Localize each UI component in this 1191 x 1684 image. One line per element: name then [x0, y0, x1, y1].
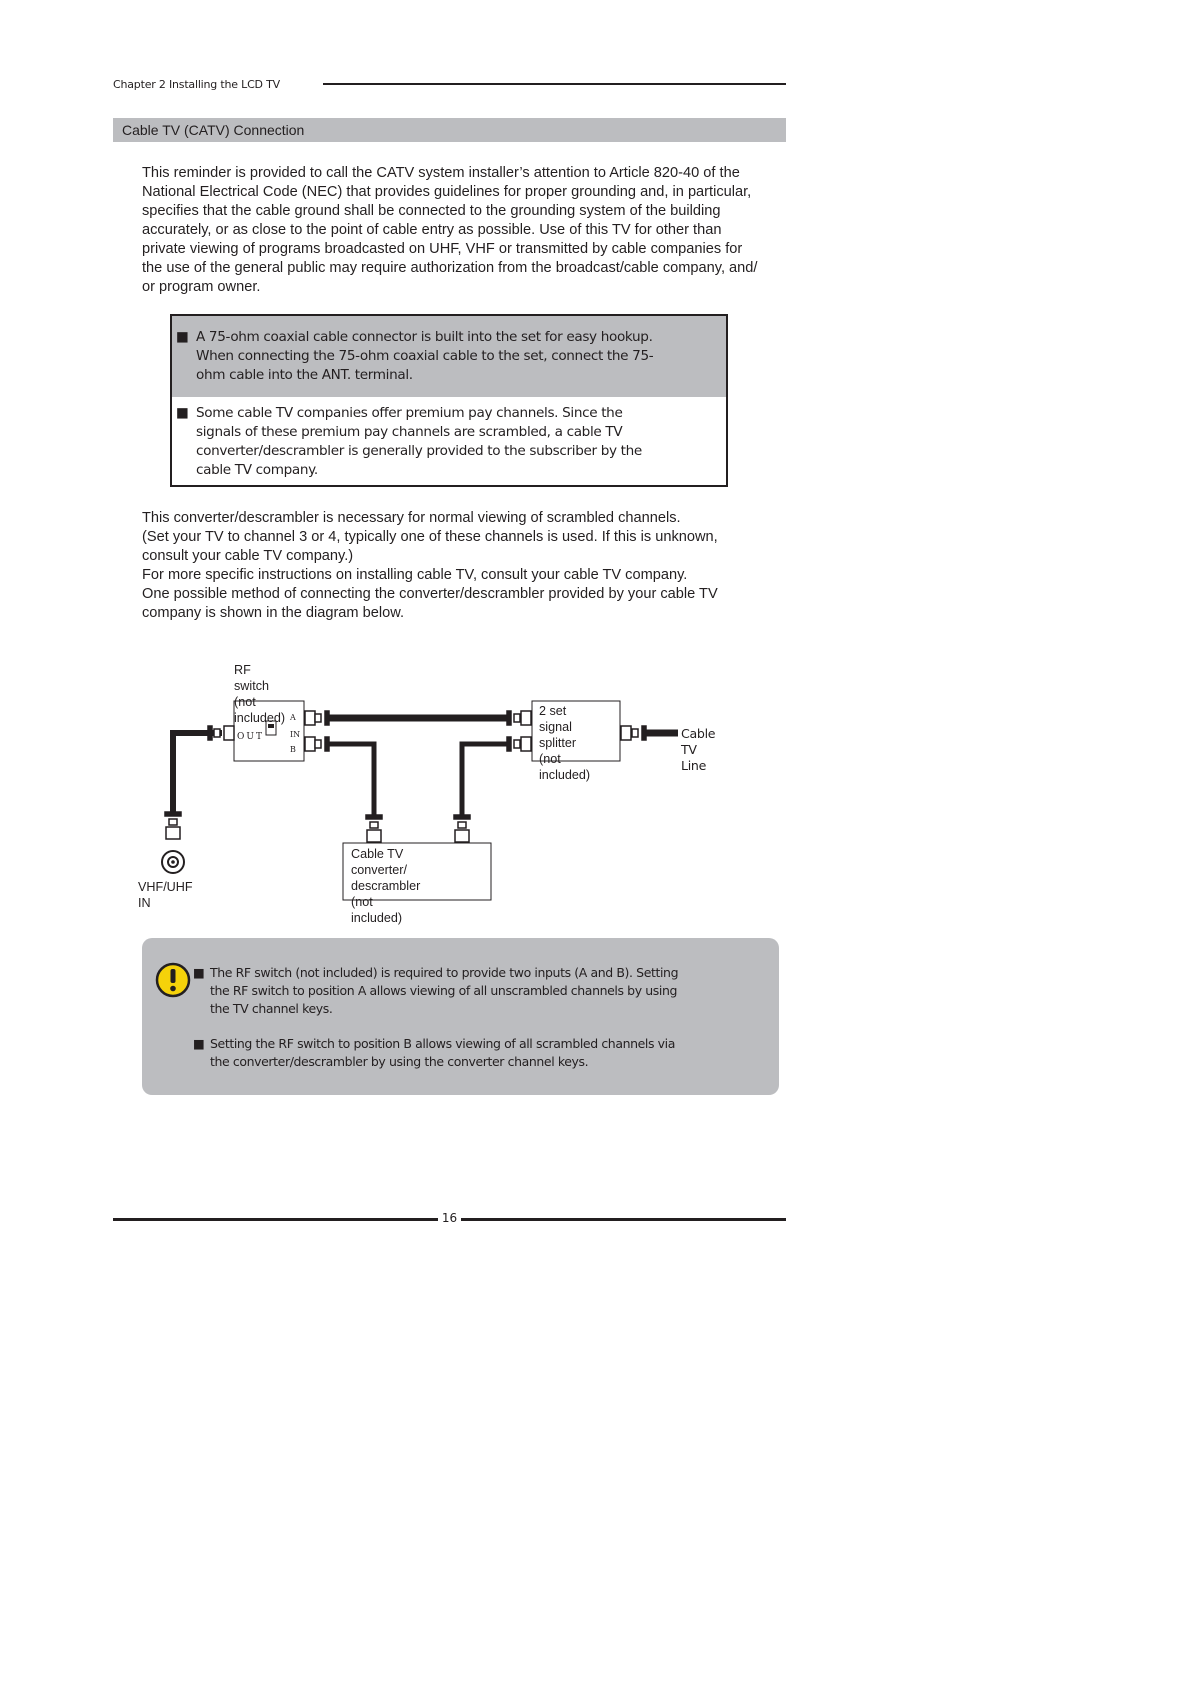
cable-out-to-tv: [173, 733, 222, 812]
port-out-label: OUT: [237, 732, 264, 742]
connector-icon: [507, 711, 511, 725]
caution-text: Setting the RF switch to position B allows viewing of all scrambled channels via the converter/descrambler by using the converter channel keys.: [210, 1036, 675, 1069]
rf-switch-label: RF switch (not included): [234, 663, 286, 725]
intro-line: the use of the general public may require authorization from the broadcast/cable company, and/: [142, 260, 758, 276]
body-line: This converter/descrambler is necessary for normal viewing of scrambled channels.: [142, 510, 681, 526]
port-b-label: B: [290, 745, 296, 754]
vhf-uhf-label: VHF/UHF IN: [138, 880, 193, 910]
connector-icon: [305, 737, 315, 751]
vhf-jack-pin-icon: [171, 860, 175, 864]
connector-icon: [454, 815, 470, 819]
intro-line: private viewing of programs broadcasted on UHF, VHF or transmitted by cable companies for: [142, 241, 743, 257]
connector-icon: [224, 726, 234, 740]
caution-box: [142, 938, 779, 1095]
chapter-heading: Chapter 2 Installing the LCD TV: [113, 78, 280, 91]
intro-line: or program owner.: [142, 279, 261, 295]
connector-icon: [621, 726, 631, 740]
connector-icon: [169, 819, 177, 825]
bullet-icon: ■: [193, 1036, 205, 1051]
cable-splitter-to-converter: [462, 744, 510, 815]
connector-icon: [642, 726, 646, 740]
converter-label: Cable TV converter/ descrambler (not included): [351, 847, 421, 925]
connector-icon: [325, 737, 329, 751]
intro-line: This reminder is provided to call the CATV system installer’s attention to Article 820-40 of the: [142, 165, 740, 181]
note-text: A 75-ohm coaxial cable connector is built into the set for easy hookup. When connecting the 75-ohm coaxial cable to the set, connect the 75- ohm cable into the ANT. terminal.: [196, 329, 654, 383]
footer-rule-left: [113, 1218, 438, 1221]
bullet-icon: ■: [193, 965, 205, 980]
connector-icon: [214, 729, 220, 737]
connector-icon: [521, 737, 531, 751]
bullet-icon: ■: [176, 329, 189, 345]
port-a-label: A: [290, 713, 296, 722]
connector-icon: [166, 827, 180, 839]
connector-icon: [305, 711, 315, 725]
section-title: Cable TV (CATV) Connection: [122, 122, 305, 138]
intro-line: accurately, or as close to the point of cable entry as possible. Use of this TV for other than: [142, 222, 722, 238]
connector-icon: [315, 740, 321, 748]
intro-line: specifies that the cable ground shall be connected to the grounding system of the building: [142, 203, 721, 219]
connector-icon: [507, 737, 511, 751]
body-line: consult your cable TV company.): [142, 548, 354, 564]
note-text: Some cable TV companies offer premium pay channels. Since the signals of these premium pay channels are scrambled, a cable TV converter/descrambler is generally provided to the subscriber by the cable TV company.: [196, 405, 642, 478]
connector-icon: [370, 822, 378, 828]
connector-icon: [165, 812, 181, 816]
body-line: For more specific instructions on installing cable TV, consult your cable TV company.: [142, 567, 688, 583]
body-line: (Set your TV to channel 3 or 4, typically one of these channels is used. If this is unknown,: [142, 529, 718, 545]
connector-icon: [366, 815, 382, 819]
connector-icon: [325, 711, 329, 725]
connector-icon: [315, 714, 321, 722]
caution-text: The RF switch (not included) is required to provide two inputs (A and B). Setting the RF switch to position A allows viewing of all unscrambled channels by using the TV channel keys.: [210, 965, 679, 1016]
connector-icon: [632, 729, 638, 737]
connector-icon: [208, 726, 212, 740]
cable-line-label: Cable TV Line: [681, 726, 716, 773]
cable-b-to-converter: [328, 744, 374, 815]
intro-line: National Electrical Code (NEC) that provides guidelines for proper grounding and, in particular,: [142, 184, 752, 200]
connector-icon: [514, 740, 520, 748]
body-line: One possible method of connecting the converter/descrambler provided by your cable TV: [142, 586, 718, 602]
connector-icon: [521, 711, 531, 725]
footer-rule-right: [461, 1218, 786, 1221]
bullet-icon: ■: [176, 405, 189, 421]
body-line: company is shown in the diagram below.: [142, 605, 405, 621]
connector-icon: [367, 830, 381, 842]
caution-icon: [155, 960, 191, 1000]
connector-icon: [458, 822, 466, 828]
connector-icon: [455, 830, 469, 842]
splitter-label: 2 set signal splitter (not included): [539, 704, 591, 782]
port-in-label: IN: [290, 730, 301, 739]
page-number: 16: [441, 1211, 458, 1225]
connector-icon: [514, 714, 520, 722]
